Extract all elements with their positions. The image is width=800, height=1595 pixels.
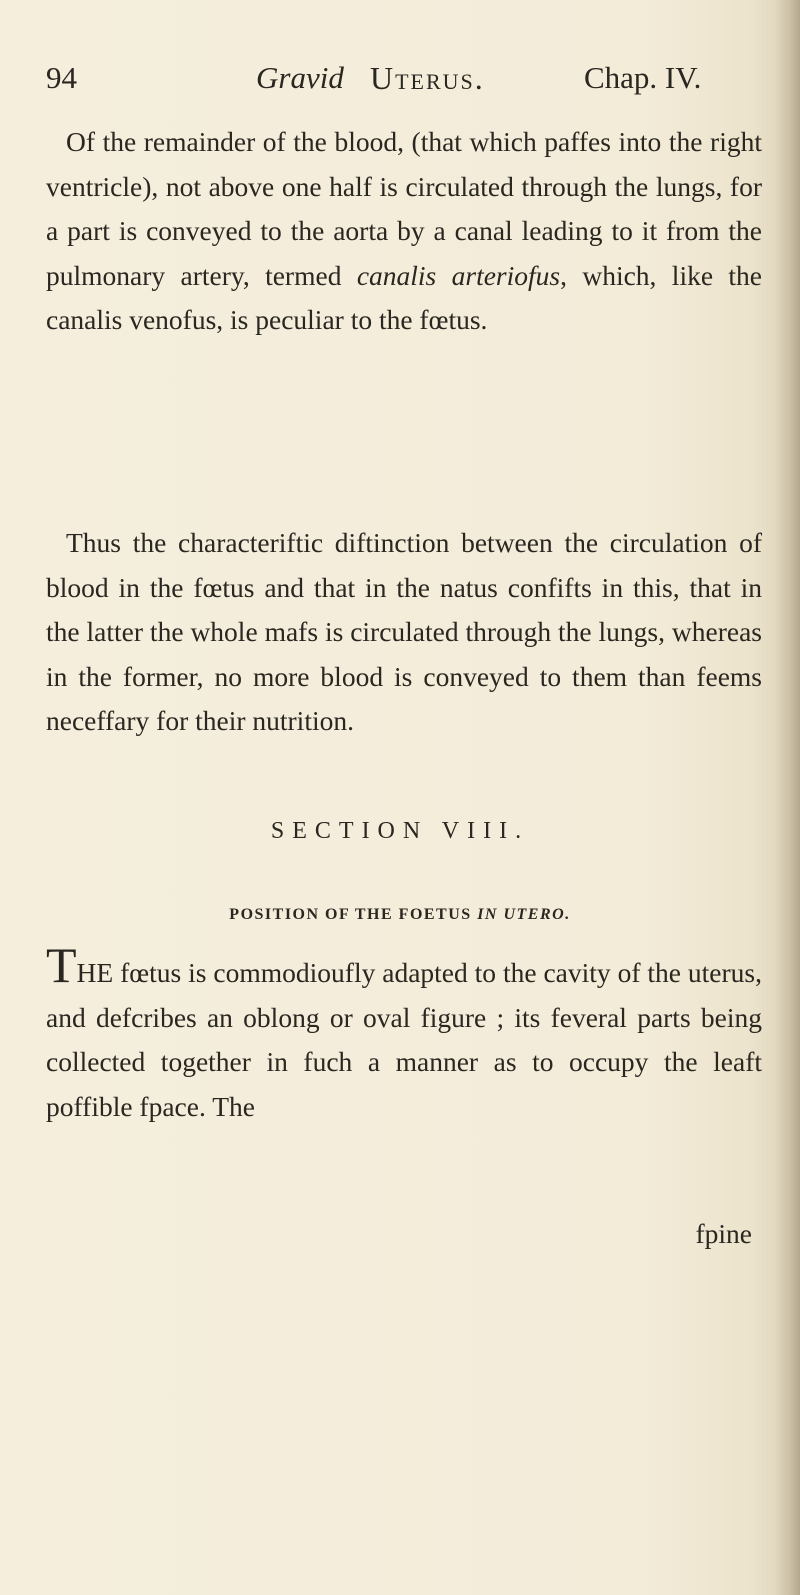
running-head-italic: Gravid bbox=[256, 60, 344, 95]
first-word-rest: HE bbox=[76, 957, 114, 988]
section-subheading-italic: IN UTERO. bbox=[477, 906, 571, 923]
paragraph-2-text: Thus the characteriftic diftinction between the circulation of blood in the fœtus and that in the natus confifts in this, that in the latter the whole mafs is circulated through the lungs, whereas in the former, no more blood is conveyed to them than feems neceffary for their nutrition. bbox=[46, 527, 762, 737]
section-subheading bbox=[0, 906, 800, 924]
paragraph-1-italic-term: canalis arteriofus bbox=[356, 259, 561, 291]
page-number: 94 bbox=[46, 60, 77, 95]
paragraph-circulation bbox=[46, 120, 762, 343]
paragraph-3-text: fœtus is commodioufly adapted to the cavity of the uterus, and defcribes an oblong or oval figure ; its feveral parts being collected together in fuch a manner as to occupy the leaft poffible fpace. The bbox=[46, 957, 762, 1122]
drop-capital: T bbox=[46, 937, 77, 993]
section-subheading-text: POSITION OF THE FOETUS bbox=[229, 906, 478, 923]
paragraph-position bbox=[46, 937, 762, 1129]
section-heading: SECTION VIII. bbox=[270, 818, 530, 844]
page-edge-shadow bbox=[774, 0, 800, 1595]
running-head-chapter: Chap. IV. bbox=[584, 60, 702, 95]
paragraph-1-text-a: Of the remainder of the blood, (that which paffes into the right ventricle), not above one half is circulated through the lungs, for a part is conveyed to the aorta by a canal leading to it from the pulmonary artery, termed bbox=[46, 126, 762, 291]
paragraph-1-text-b: , which, like the canalis venofus, is peculiar to the fœtus. bbox=[46, 259, 763, 336]
running-head-caps: Uterus. bbox=[370, 60, 485, 96]
running-head bbox=[46, 56, 766, 100]
paragraph-distinction bbox=[46, 521, 762, 744]
catchword: fpine bbox=[695, 1218, 752, 1249]
